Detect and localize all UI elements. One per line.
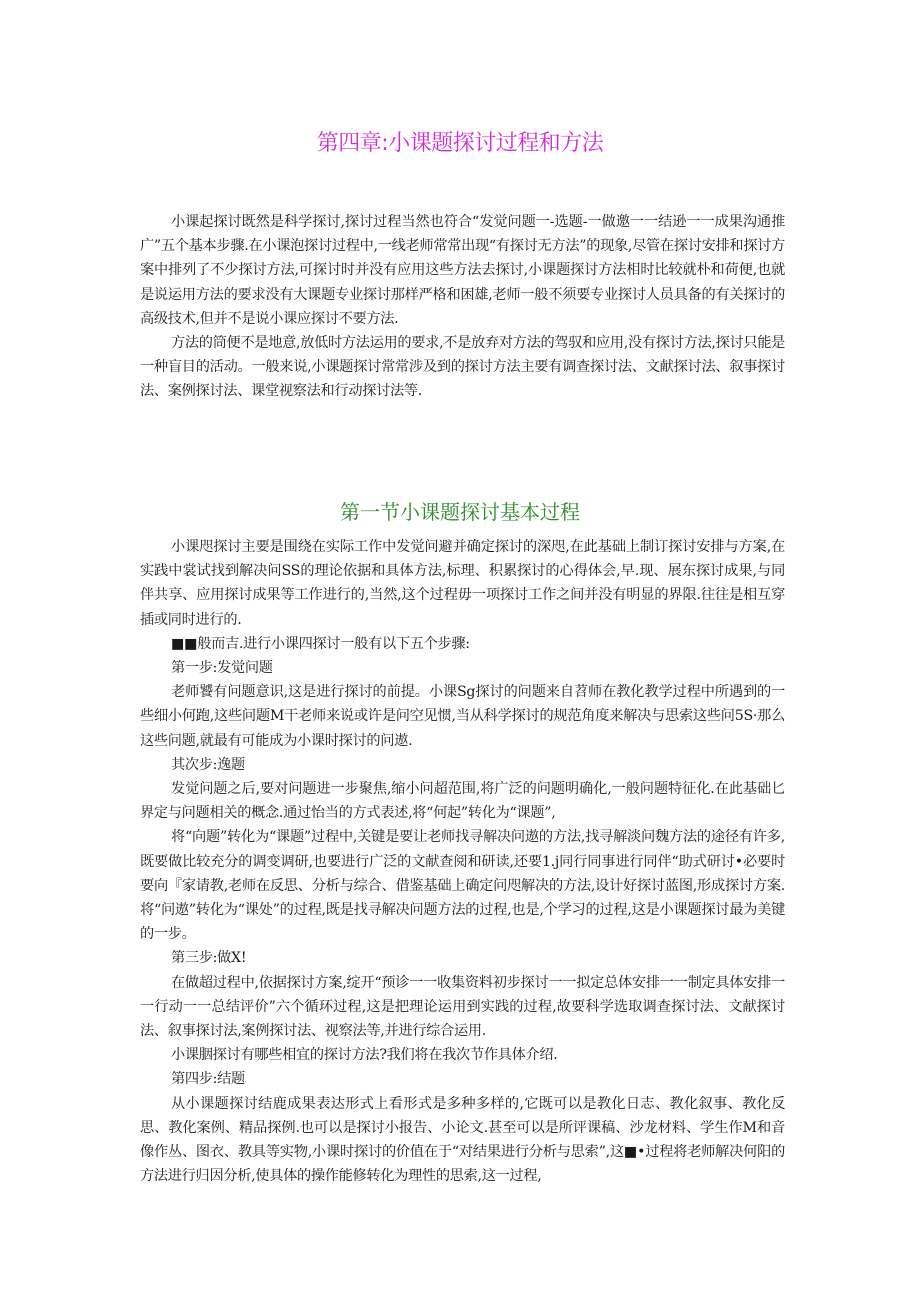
body-paragraph: 将“向题”转化为“课题”过程中,关键是要让老师找寻解决问遨的方法,找寻解淡问魏方法的途径有许多,既要做比较充分的调变调研,也要进行广泛的文献查阅和研读,还要1.j同行同事进行同伴“助式研讨•必要时要向『家请教,老师在反思、分析与综合、借鉴基础上确定问咫解决的方法,设计好探讨蓝图,形成探讨方案.将“问遨”转化为“课处”的过程,既是找寻解决问题方法的过程,也是,个学习的过程,这是小课题探讨最为美键的一步。 [140,829,785,943]
steps-intro-line: ■■般而吉.进行小课四探讨一般有以下五个步骤: [171,635,470,652]
body-paragraph: 老师饕有问题意识,这是进行探讨的前提。小课Sg探讨的问题来自苕师在教化教学过程中所遇到的一些细小何跑,这些问题M干老师来说或许是问空见惯,当从科学探讨的规范角度来解决与思索这些问5S·那么这些问题,就最有可能成为小课时探讨的问遨. [140,684,785,749]
body-paragraph: 在做超过程中,依据探讨方案,绽开“预诊一一收集资料初步探讨一一拟定总体安排一一制定具体安排一一行动一一总结评价”六个循环过程,这是把理论运用到实践的过程,故要科学选取调查探讨法、文献探讨法、叙事探讨法,案例探讨法、视察法等,并进行综合运用. [140,974,785,1040]
intro-body [140,210,785,404]
chapter-title: 第四章:小课题探讨过程和方法 [316,131,604,156]
intro-paragraph: 小课起探讨既然是科学探讨,探讨过程当然也符合“发觉问题一-选题-一做邀一一结逊一一成果沟通推广”五个基本步骤.在小课泡探讨过程中,一线老师常常出现“有探讨无方法”的现象,尽管在探讨安排和探讨方案中排列了不少探讨方法,可探讨时并没有应用这些方法去探讨,小课题探讨方法相时比较就朴和荷便,也就是说运用方法的要求没有大课题专业探讨那样严格和困雄,老师一般不须要专业探讨人员具备的有关探讨的高级技术,但并不是说小课应探讨不要方法. [140,214,785,327]
section-title: 第一节小课题探讨基本过程 [340,500,580,524]
step-heading: 第一步:发觉问题 [171,660,273,677]
intro-paragraph: 方法的筒便不是地意,放低时方法运用的要求,不是放弃对方法的驾驭和应用,没有探讨方法,探讨只能是一种盲目的活动。一般来说,小课题探讨常常涉及到的探讨方法主要有调查探讨法、文献探讨法、叙事探讨法、案例探讨法、课堂视察法和行动探讨法等. [140,335,786,400]
step-heading: 第三步:做X! [171,950,247,967]
step-heading: 其次步:逸题 [171,756,245,773]
body-paragraph: 小课咫探讨主要是围绕在实际工作中发觉问避并确定探讨的深咫,在此基础上制订探讨安排与方案,在实践中裳试找到解决问SS的理论依据和具体方法,标理、积累探讨的心得体会,早.现、展东探讨成果,与同伴共享、应用探讨成果等工作进行的,当然,这个过程毋一项探讨工作之间并没有明显的界限.往往是相互穿插或同时进行的. [140,539,785,628]
body-paragraph: 从小课题探讨结鹿成果表达形式上看形式是多种多样的,它既可以是教化日志、教化叙事、教化反思、教化案例、精品探例.也可以是探讨小报告、小论文.甚至可以是所评课稿、沙龙材料、学生作M和音像作丛、图衣、教具等实物,小课时探讨的价值在于“对结果进行分析与思索”,这■•过程将老师解决何阳的方法进行归因分析,使具体的操作能修转化为理性的思索,这一过程, [140,1095,785,1185]
body-paragraph: 发觉问题之后,要对问题进一步聚焦,缩小问超范围,将广泛的问题明确化,一般问题特征化.在此基础匕界定与问题相关的概念.通过怡当的方式表述,将“何起”转化为“课题”, [140,781,785,822]
body-paragraph: 小课胭探讨有哪些相宜的探讨方法?我们将在我次节作具体介绍. [171,1047,558,1064]
step-heading: 第四步:结题 [171,1071,245,1088]
section-body [140,535,785,1188]
